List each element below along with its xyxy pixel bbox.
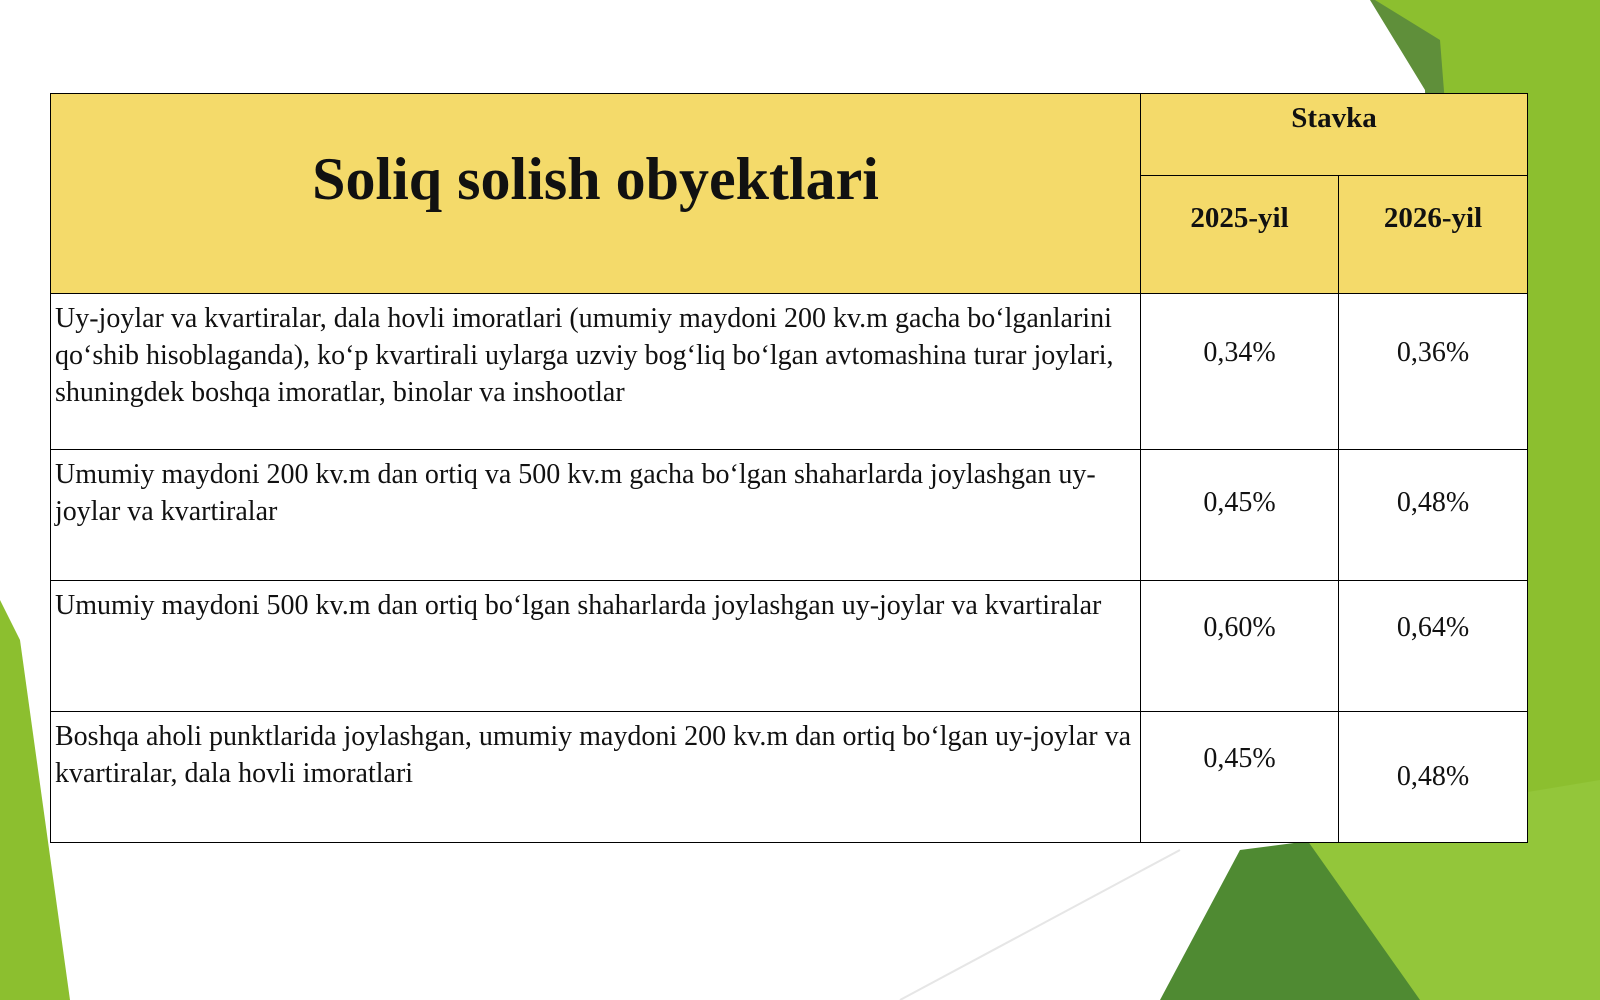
table-title: Soliq solish obyektlari — [51, 94, 1141, 294]
rate-2025: 0,45% — [1141, 450, 1339, 581]
row-description: Uy-joylar va kvartiralar, dala hovli imoratlari (umumiy maydoni 200 kv.m gacha bo‘lganlarini qo‘shib hisoblaganda), ko‘p kvartirali uylarga uzviy bog‘liq bo‘lgan avtomashina turar joylari, shuningdek boshqa imoratlar, binolar va inshootlar — [51, 294, 1141, 450]
rate-2025: 0,45% — [1141, 712, 1339, 843]
year-header-2025: 2025-yil — [1141, 176, 1339, 294]
row-description: Boshqa aholi punktlarida joylashgan, umumiy maydoni 200 kv.m dan ortiq bo‘lgan uy-joylar va kvartiralar, dala hovli imoratlari — [51, 712, 1141, 843]
rate-2026: 0,36% — [1339, 294, 1528, 450]
year-header-2026: 2026-yil — [1339, 176, 1528, 294]
table-row — [51, 581, 1528, 712]
rate-2026: 0,48% — [1339, 450, 1528, 581]
row-description: Umumiy maydoni 500 kv.m dan ortiq bo‘lgan shaharlarda joylashgan uy-joylar va kvartiralar — [51, 581, 1141, 712]
faint-diagonal-line — [900, 850, 1180, 1000]
rate-2026: 0,64% — [1339, 581, 1528, 712]
table-row — [51, 450, 1528, 581]
table-header-row — [51, 94, 1528, 176]
table-row — [51, 294, 1528, 450]
row-description: Umumiy maydoni 200 kv.m dan ortiq va 500 kv.m gacha bo‘lgan shaharlarda joylashgan uy-joylar va kvartiralar — [51, 450, 1141, 581]
tax-rates-table — [50, 93, 1528, 843]
table-row — [51, 712, 1528, 843]
rate-header: Stavka — [1141, 94, 1528, 176]
rate-2026: 0,48% — [1339, 712, 1528, 843]
rate-2025: 0,34% — [1141, 294, 1339, 450]
rate-2025: 0,60% — [1141, 581, 1339, 712]
